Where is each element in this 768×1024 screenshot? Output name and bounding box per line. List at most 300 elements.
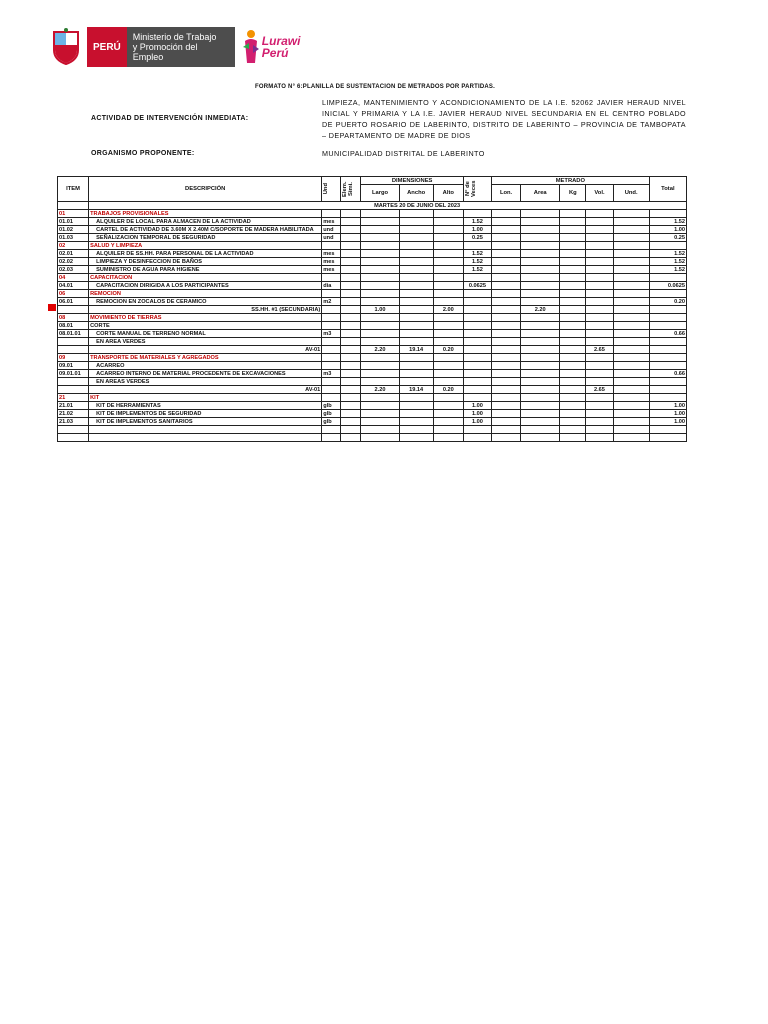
cell-kg bbox=[560, 434, 586, 442]
cell-undm bbox=[613, 242, 649, 250]
cell-lon bbox=[492, 258, 521, 266]
cell-ancho bbox=[399, 322, 433, 330]
cell-ancho bbox=[399, 362, 433, 370]
cell-elem bbox=[341, 290, 361, 298]
cell-item: 01.02 bbox=[58, 226, 89, 234]
cell-elem bbox=[341, 226, 361, 234]
table-row bbox=[58, 426, 687, 434]
cell-desc bbox=[89, 434, 322, 442]
cell-largo bbox=[361, 434, 399, 442]
cell-ancho bbox=[399, 242, 433, 250]
table-row bbox=[58, 322, 687, 330]
cell-area bbox=[521, 434, 560, 442]
cell-item: 01.03 bbox=[58, 234, 89, 242]
cell-largo bbox=[361, 426, 399, 434]
cell-desc: CAPACITACION bbox=[89, 274, 322, 282]
cell-lon bbox=[492, 394, 521, 402]
cell-item: 09 bbox=[58, 354, 89, 362]
cell-alto: 0.20 bbox=[433, 346, 463, 354]
cell-total bbox=[649, 426, 686, 434]
cell-elem bbox=[341, 410, 361, 418]
cell-kg bbox=[560, 330, 586, 338]
cell-kg bbox=[560, 314, 586, 322]
cell-undm bbox=[613, 266, 649, 274]
cell-largo bbox=[361, 370, 399, 378]
cell-ancho bbox=[399, 330, 433, 338]
cell-item bbox=[58, 306, 89, 314]
cell-alto bbox=[433, 338, 463, 346]
cell-lon bbox=[492, 330, 521, 338]
cell-kg bbox=[560, 386, 586, 394]
cell-kg bbox=[560, 242, 586, 250]
cell-total: 0.20 bbox=[649, 298, 686, 306]
col-veces: N° de Veces bbox=[463, 177, 491, 202]
cell-vol bbox=[586, 210, 613, 218]
ministry-name bbox=[127, 27, 235, 67]
cell-lon bbox=[492, 234, 521, 242]
cell-item bbox=[58, 378, 89, 386]
cell-total bbox=[649, 362, 686, 370]
cell-area bbox=[521, 218, 560, 226]
cell-total: 1.52 bbox=[649, 250, 686, 258]
cell-desc: CORTE bbox=[89, 322, 322, 330]
cell-vol bbox=[586, 410, 613, 418]
table-row bbox=[58, 410, 687, 418]
cell-desc: EN AREAS VERDES bbox=[89, 378, 322, 386]
cell-lon bbox=[492, 282, 521, 290]
cell-kg bbox=[560, 226, 586, 234]
cell-ancho bbox=[399, 410, 433, 418]
cell-alto bbox=[433, 370, 463, 378]
cell-undm bbox=[613, 210, 649, 218]
cell-vol bbox=[586, 314, 613, 322]
cell-largo bbox=[361, 354, 399, 362]
cell-kg bbox=[560, 250, 586, 258]
cell-vol bbox=[586, 218, 613, 226]
cell-ancho bbox=[399, 282, 433, 290]
col-area: Area bbox=[521, 185, 560, 202]
cell-vol bbox=[586, 338, 613, 346]
cell-undm bbox=[613, 314, 649, 322]
table-row bbox=[58, 274, 687, 282]
cell-total bbox=[649, 354, 686, 362]
cell-und: m2 bbox=[322, 298, 341, 306]
cell-area bbox=[521, 378, 560, 386]
cell-vol: 2.65 bbox=[586, 386, 613, 394]
cell-und bbox=[322, 274, 341, 282]
cell-item bbox=[58, 346, 89, 354]
cell-elem bbox=[341, 258, 361, 266]
cell-elem bbox=[341, 434, 361, 442]
cell-und: glb bbox=[322, 418, 341, 426]
cell-undm bbox=[613, 418, 649, 426]
cell-undm bbox=[613, 370, 649, 378]
cell-largo bbox=[361, 378, 399, 386]
cell-largo bbox=[361, 290, 399, 298]
lurawi-line2: Perú bbox=[261, 46, 289, 60]
cell-largo bbox=[361, 322, 399, 330]
cell-und bbox=[322, 394, 341, 402]
cell-elem bbox=[341, 394, 361, 402]
cell-item: 21 bbox=[58, 394, 89, 402]
cell-elem bbox=[341, 242, 361, 250]
lurawi-text bbox=[262, 35, 301, 59]
cell-largo bbox=[361, 330, 399, 338]
cell-area bbox=[521, 274, 560, 282]
lurawi-logo bbox=[243, 29, 301, 65]
cell-lon bbox=[492, 378, 521, 386]
cell-vol bbox=[586, 226, 613, 234]
cell-undm bbox=[613, 226, 649, 234]
cell-desc: MOVIMIENTO DE TIERRAS bbox=[89, 314, 322, 322]
cell-elem bbox=[341, 306, 361, 314]
cell-veces: 1.52 bbox=[463, 258, 491, 266]
cell-desc: CORTE MANUAL DE TERRENO NORMAL bbox=[89, 330, 322, 338]
cell-elem bbox=[341, 378, 361, 386]
cell-area bbox=[521, 250, 560, 258]
cell-area bbox=[521, 338, 560, 346]
cell-area bbox=[521, 330, 560, 338]
cell-lon bbox=[492, 242, 521, 250]
cell-und bbox=[322, 346, 341, 354]
cell-area bbox=[521, 298, 560, 306]
cell-kg bbox=[560, 418, 586, 426]
cell-und bbox=[322, 386, 341, 394]
cell-desc: KIT DE IMPLEMENTOS DE SEGURIDAD bbox=[89, 410, 322, 418]
cell-desc: CARTEL DE ACTIVIDAD DE 3.60M X 2.40M C/SOPORTE DE MADERA HABILITADA bbox=[89, 226, 322, 234]
cell-und: dia bbox=[322, 282, 341, 290]
cell-total bbox=[649, 434, 686, 442]
cell-kg bbox=[560, 362, 586, 370]
cell-largo bbox=[361, 250, 399, 258]
cell-vol bbox=[586, 394, 613, 402]
cell-undm bbox=[613, 274, 649, 282]
cell-alto bbox=[433, 234, 463, 242]
table-row bbox=[58, 290, 687, 298]
cell-ancho bbox=[399, 418, 433, 426]
cell-veces bbox=[463, 386, 491, 394]
cell-und bbox=[322, 354, 341, 362]
cell-elem bbox=[341, 362, 361, 370]
cell-veces bbox=[463, 370, 491, 378]
cell-ancho bbox=[399, 354, 433, 362]
cell-undm bbox=[613, 362, 649, 370]
cell-kg bbox=[560, 394, 586, 402]
cell-area bbox=[521, 322, 560, 330]
cell-elem bbox=[341, 234, 361, 242]
cell-alto bbox=[433, 250, 463, 258]
cell-area bbox=[521, 242, 560, 250]
cell-undm bbox=[613, 282, 649, 290]
cell-area bbox=[521, 266, 560, 274]
cell-ancho bbox=[399, 378, 433, 386]
cell-undm bbox=[613, 346, 649, 354]
cell-undm bbox=[613, 386, 649, 394]
cell-veces bbox=[463, 362, 491, 370]
header-row-1 bbox=[58, 177, 687, 185]
cell-vol bbox=[586, 306, 613, 314]
cell-undm bbox=[613, 338, 649, 346]
cell-und: m3 bbox=[322, 370, 341, 378]
col-vol: Vol. bbox=[586, 185, 613, 202]
actividad-label: ACTIVIDAD DE INTERVENCIÓN INMEDIATA: bbox=[91, 115, 249, 122]
cell-vol bbox=[586, 362, 613, 370]
cell-alto bbox=[433, 362, 463, 370]
cell-lon bbox=[492, 370, 521, 378]
cell-undm bbox=[613, 426, 649, 434]
cell-elem bbox=[341, 266, 361, 274]
date-row bbox=[58, 202, 687, 210]
cell-area bbox=[521, 362, 560, 370]
row-marker bbox=[48, 304, 56, 311]
cell-item: 09.01 bbox=[58, 362, 89, 370]
cell-undm bbox=[613, 306, 649, 314]
cell-lon bbox=[492, 386, 521, 394]
cell-und: glb bbox=[322, 410, 341, 418]
cell-desc: REMOCION EN ZOCALOS DE CERAMICO bbox=[89, 298, 322, 306]
cell-undm bbox=[613, 354, 649, 362]
cell-total: 0.25 bbox=[649, 234, 686, 242]
cell-elem bbox=[341, 250, 361, 258]
cell-und: mes bbox=[322, 218, 341, 226]
cell-item: 04 bbox=[58, 274, 89, 282]
cell-vol bbox=[586, 354, 613, 362]
cell-alto bbox=[433, 266, 463, 274]
metrados-table bbox=[57, 176, 687, 442]
ministry-logo bbox=[87, 27, 235, 67]
cell-vol bbox=[586, 426, 613, 434]
cell-und bbox=[322, 378, 341, 386]
cell-elem bbox=[341, 370, 361, 378]
cell-alto bbox=[433, 226, 463, 234]
cell-area bbox=[521, 314, 560, 322]
cell-alto bbox=[433, 274, 463, 282]
col-kg: Kg bbox=[560, 185, 586, 202]
cell-total bbox=[649, 290, 686, 298]
table-row bbox=[58, 218, 687, 226]
cell-largo bbox=[361, 234, 399, 242]
table-row bbox=[58, 386, 687, 394]
cell-largo bbox=[361, 210, 399, 218]
cell-area bbox=[521, 426, 560, 434]
cell-kg bbox=[560, 306, 586, 314]
cell-ancho bbox=[399, 394, 433, 402]
cell-elem bbox=[341, 274, 361, 282]
cell-ancho bbox=[399, 258, 433, 266]
cell-kg bbox=[560, 402, 586, 410]
cell-lon bbox=[492, 362, 521, 370]
cell-kg bbox=[560, 370, 586, 378]
lurawi-line1: Lurawi bbox=[261, 34, 301, 48]
cell-veces bbox=[463, 314, 491, 322]
cell-elem bbox=[341, 354, 361, 362]
cell-elem bbox=[341, 346, 361, 354]
cell-item: 01.01 bbox=[58, 218, 89, 226]
cell-item bbox=[58, 338, 89, 346]
cell-veces bbox=[463, 330, 491, 338]
cell-undm bbox=[613, 298, 649, 306]
cell-alto bbox=[433, 242, 463, 250]
cell-elem bbox=[341, 322, 361, 330]
cell-elem bbox=[341, 210, 361, 218]
formato-title: FORMATO N° 6:PLANILLA DE SUSTENTACION DE METRADOS POR PARTIDAS. bbox=[255, 84, 496, 90]
cell-kg bbox=[560, 290, 586, 298]
cell-kg bbox=[560, 322, 586, 330]
cell-alto bbox=[433, 290, 463, 298]
cell-item: 01 bbox=[58, 210, 89, 218]
cell-und bbox=[322, 426, 341, 434]
cell-lon bbox=[492, 218, 521, 226]
cell-und: mes bbox=[322, 250, 341, 258]
cell-alto bbox=[433, 282, 463, 290]
cell-largo bbox=[361, 402, 399, 410]
cell-desc: ALQUILER DE SS.HH. PARA PERSONAL DE LA ACTIVIDAD bbox=[89, 250, 322, 258]
cell-vol bbox=[586, 370, 613, 378]
cell-und bbox=[322, 290, 341, 298]
cell-undm bbox=[613, 234, 649, 242]
cell-veces bbox=[463, 322, 491, 330]
cell-alto bbox=[433, 378, 463, 386]
cell-total: 0.66 bbox=[649, 370, 686, 378]
cell-elem bbox=[341, 426, 361, 434]
cell-vol bbox=[586, 250, 613, 258]
cell-undm bbox=[613, 402, 649, 410]
table-row bbox=[58, 282, 687, 290]
cell-und: mes bbox=[322, 258, 341, 266]
cell-area bbox=[521, 226, 560, 234]
date-text: MARTES 20 DE JUNIO DEL 2023 bbox=[89, 202, 687, 210]
cell-lon bbox=[492, 338, 521, 346]
cell-kg bbox=[560, 266, 586, 274]
cell-total: 1.52 bbox=[649, 266, 686, 274]
cell-largo bbox=[361, 394, 399, 402]
cell-lon bbox=[492, 250, 521, 258]
cell-largo bbox=[361, 258, 399, 266]
cell-total: 1.52 bbox=[649, 218, 686, 226]
cell-alto bbox=[433, 314, 463, 322]
cell-kg bbox=[560, 410, 586, 418]
cell-largo: 1.00 bbox=[361, 306, 399, 314]
cell-veces: 0.25 bbox=[463, 234, 491, 242]
cell-und: und bbox=[322, 234, 341, 242]
cell-lon bbox=[492, 314, 521, 322]
cell-desc: SEÑALIZACION TEMPORAL DE SEGURIDAD bbox=[89, 234, 322, 242]
cell-und: m3 bbox=[322, 330, 341, 338]
cell-item: 02.03 bbox=[58, 266, 89, 274]
cell-vol bbox=[586, 282, 613, 290]
cell-ancho bbox=[399, 370, 433, 378]
cell-elem bbox=[341, 338, 361, 346]
cell-area bbox=[521, 410, 560, 418]
cell-vol bbox=[586, 418, 613, 426]
cell-vol bbox=[586, 434, 613, 442]
peru-crest-icon bbox=[50, 28, 82, 66]
cell-ancho bbox=[399, 298, 433, 306]
cell-und bbox=[322, 362, 341, 370]
cell-desc: ACARREO bbox=[89, 362, 322, 370]
cell-desc: SUMINISTRO DE AGUA PARA HIGIENE bbox=[89, 266, 322, 274]
table-row bbox=[58, 434, 687, 442]
cell-lon bbox=[492, 306, 521, 314]
cell-area bbox=[521, 258, 560, 266]
table-row bbox=[58, 338, 687, 346]
col-metrado: METRADO bbox=[492, 177, 650, 185]
cell-veces bbox=[463, 298, 491, 306]
cell-veces: 0.0625 bbox=[463, 282, 491, 290]
cell-veces bbox=[463, 210, 491, 218]
cell-area: 2.20 bbox=[521, 306, 560, 314]
cell-total bbox=[649, 322, 686, 330]
cell-ancho bbox=[399, 290, 433, 298]
cell-vol bbox=[586, 266, 613, 274]
cell-total: 0.0625 bbox=[649, 282, 686, 290]
cell-item: 09.01.01 bbox=[58, 370, 89, 378]
header-logos bbox=[50, 24, 300, 70]
cell-elem bbox=[341, 330, 361, 338]
cell-total bbox=[649, 314, 686, 322]
cell-largo bbox=[361, 314, 399, 322]
cell-alto bbox=[433, 354, 463, 362]
cell-kg bbox=[560, 234, 586, 242]
cell-alto bbox=[433, 258, 463, 266]
cell-lon bbox=[492, 298, 521, 306]
col-item: ITEM bbox=[58, 177, 89, 202]
cell-ancho bbox=[399, 218, 433, 226]
cell-und: und bbox=[322, 226, 341, 234]
col-elem: Elem. Simi. bbox=[341, 177, 361, 202]
cell-item: 06 bbox=[58, 290, 89, 298]
cell-item: 06.01 bbox=[58, 298, 89, 306]
cell-largo bbox=[361, 282, 399, 290]
cell-alto bbox=[433, 426, 463, 434]
cell-total: 1.00 bbox=[649, 410, 686, 418]
cell-lon bbox=[492, 274, 521, 282]
cell-undm bbox=[613, 258, 649, 266]
cell-veces: 1.00 bbox=[463, 418, 491, 426]
cell-area bbox=[521, 370, 560, 378]
cell-desc: KIT DE HERRAMIENTAS bbox=[89, 402, 322, 410]
cell-alto bbox=[433, 210, 463, 218]
cell-und bbox=[322, 306, 341, 314]
cell-lon bbox=[492, 402, 521, 410]
cell-lon bbox=[492, 354, 521, 362]
cell-total bbox=[649, 338, 686, 346]
cell-total bbox=[649, 394, 686, 402]
cell-und bbox=[322, 434, 341, 442]
cell-area bbox=[521, 234, 560, 242]
cell-item: 21.01 bbox=[58, 402, 89, 410]
cell-ancho bbox=[399, 434, 433, 442]
cell-kg bbox=[560, 258, 586, 266]
cell-veces bbox=[463, 306, 491, 314]
cell-lon bbox=[492, 418, 521, 426]
cell-area bbox=[521, 386, 560, 394]
cell-total: 1.52 bbox=[649, 258, 686, 266]
cell-desc: SALUD Y LIMPIEZA bbox=[89, 242, 322, 250]
cell-vol bbox=[586, 402, 613, 410]
table-row bbox=[58, 242, 687, 250]
cell-veces: 1.52 bbox=[463, 250, 491, 258]
cell-largo bbox=[361, 266, 399, 274]
cell-desc: TRANSPORTE DE MATERIALES Y AGREGADOS bbox=[89, 354, 322, 362]
cell-kg bbox=[560, 210, 586, 218]
cell-largo bbox=[361, 338, 399, 346]
cell-desc: EN AREA VERDES bbox=[89, 338, 322, 346]
col-undm: Und. bbox=[613, 185, 649, 202]
col-largo: Largo bbox=[361, 185, 399, 202]
cell-veces bbox=[463, 394, 491, 402]
cell-alto bbox=[433, 394, 463, 402]
